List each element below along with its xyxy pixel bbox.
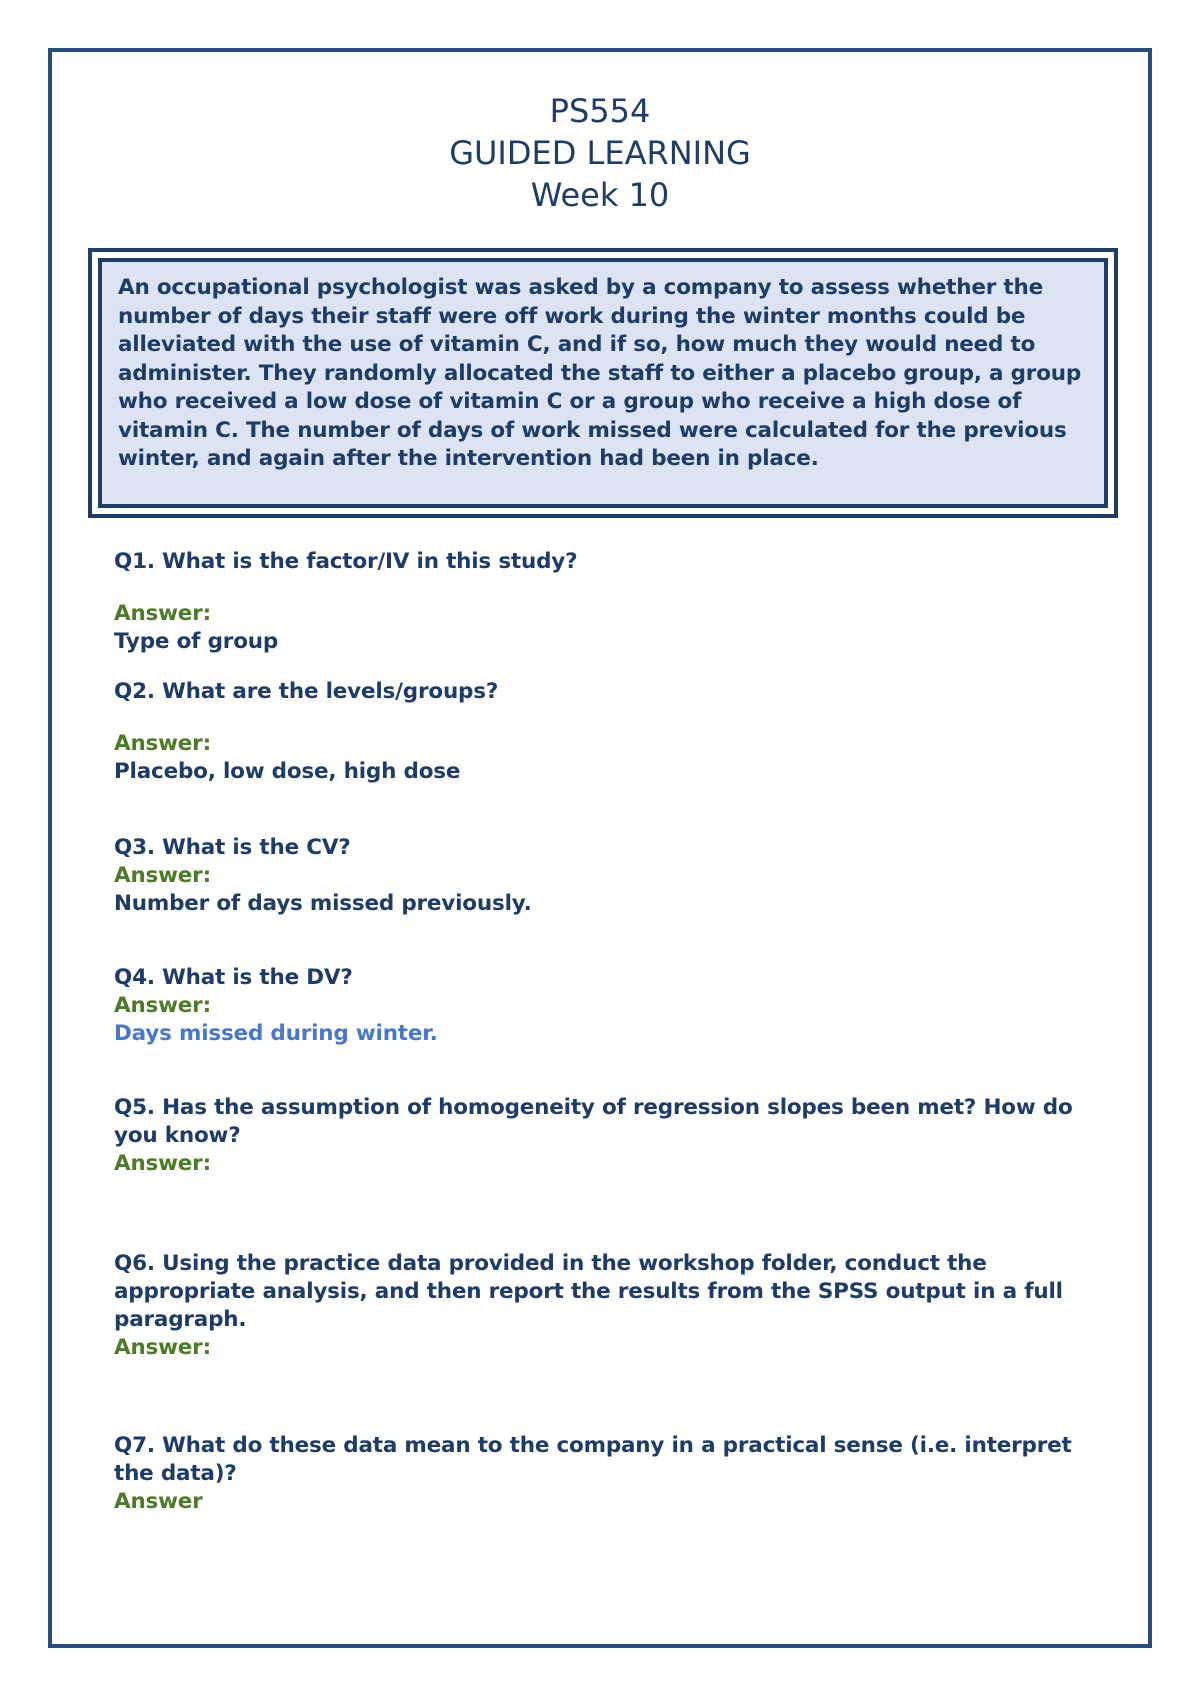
answer-label: Answer: — [114, 1335, 211, 1360]
question-text: Q2. What are the levels/groups? — [114, 679, 499, 704]
question-block-q3 — [114, 834, 1114, 918]
question-text: Q3. What is the CV? — [114, 835, 351, 860]
answer-label: Answer: — [114, 731, 211, 756]
question-block-q5 — [114, 1094, 1114, 1178]
week-label: Week 10 — [530, 176, 670, 214]
scenario-text: An occupational psychologist was asked by a company to assess whether the number of days their staff were off work during the winter months could be alleviated with the use of vitamin C, and if so, how much they would need to administer. They randomly allocated the staff to either a placebo group, a group who received a low dose of vitamin C or a group who receive a high dose of vitamin C. The number of days of work missed were calculated for the previous winter, and again after the intervention had been in place. — [118, 275, 1082, 471]
document-title — [52, 90, 1148, 216]
course-code: PS554 — [549, 92, 651, 130]
answer-text: Placebo, low dose, high dose — [114, 759, 461, 784]
question-block-q1 — [114, 548, 1114, 656]
answer-label: Answer: — [114, 1151, 211, 1176]
page-border — [48, 48, 1152, 1648]
answer-label: Answer: — [114, 993, 211, 1018]
question-text: Q6. Using the practice data provided in the workshop folder, conduct the appropriate analysis, and then report the results from the SPSS output in a full paragraph. — [114, 1251, 1063, 1332]
answer-label: Answer: — [114, 863, 211, 888]
answer-text: Number of days missed previously. — [114, 891, 532, 916]
question-text: Q4. What is the DV? — [114, 965, 353, 990]
question-text: Q5. Has the assumption of homogeneity of regression slopes been met? How do you know? — [114, 1095, 1073, 1148]
answer-text: Type of group — [114, 629, 279, 654]
question-text: Q7. What do these data mean to the company in a practical sense (i.e. interpret the data)? — [114, 1433, 1072, 1486]
answer-label: Answer: — [114, 601, 211, 626]
question-block-q2 — [114, 678, 1114, 786]
answer-label: Answer — [114, 1489, 203, 1514]
question-block-q6 — [114, 1250, 1114, 1362]
question-text: Q1. What is the factor/IV in this study? — [114, 549, 578, 574]
scenario-inner-box — [98, 258, 1108, 508]
scenario-box — [88, 248, 1118, 518]
answer-text: Days missed during winter. — [114, 1021, 438, 1046]
question-block-q4 — [114, 964, 1114, 1048]
title-subtitle: GUIDED LEARNING — [449, 134, 751, 172]
question-block-q7 — [114, 1432, 1114, 1516]
